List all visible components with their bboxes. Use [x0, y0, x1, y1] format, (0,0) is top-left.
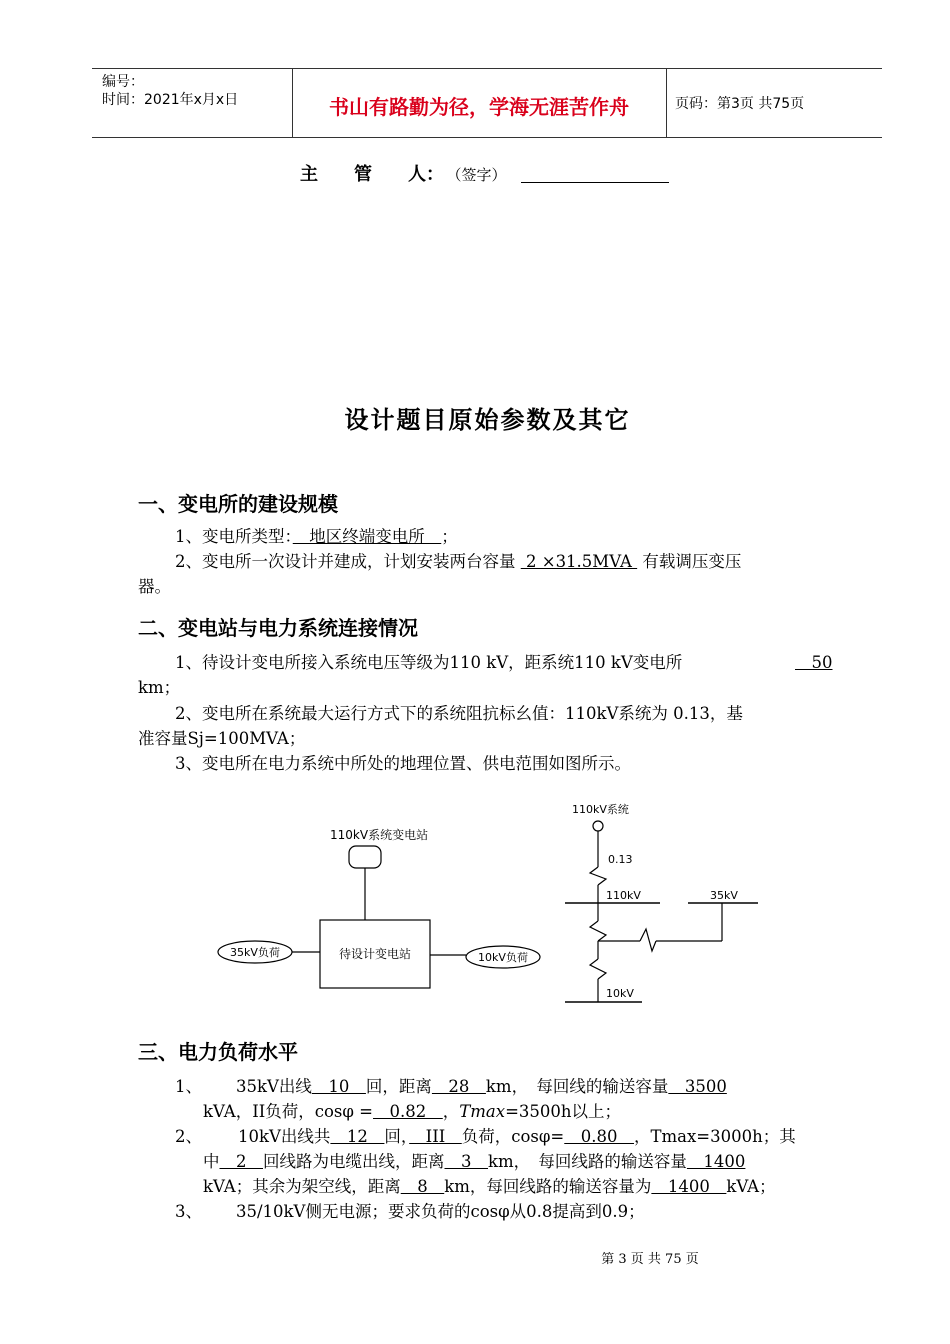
text: kVA；其余为架空线，距离: [203, 1177, 401, 1196]
text: 有载调压变压: [642, 552, 742, 571]
value: 28: [431, 1077, 486, 1096]
value: 12: [330, 1127, 385, 1146]
signature-hint: （签字）: [454, 166, 507, 184]
text: ；: [441, 527, 458, 546]
value: 2 ×31.5MVA: [520, 552, 638, 571]
bus-35kv-label: 35kV: [710, 889, 738, 902]
load-35kv-label: 35kV负荷: [230, 946, 280, 959]
single-line-diagram: [560, 795, 780, 1010]
supervisor-label: 主 管 人：: [300, 164, 444, 185]
section2-item2: 2、变电所在系统最大运行方式下的系统阻抗标幺值：110kV系统为 0.13，基: [175, 704, 743, 723]
section1-heading: 一、变电所的建设规模: [138, 492, 338, 516]
source-label: 110kV系统: [572, 803, 629, 816]
impedance-symbol: [590, 867, 606, 885]
supervisor-line: [300, 160, 669, 186]
section3-item2-line2: [203, 1150, 745, 1174]
text: ，Tmax=3000h；其: [634, 1127, 796, 1146]
text: 10kV出线共: [238, 1127, 331, 1146]
system-substation-label: 110kV系统变电站: [330, 828, 429, 842]
header-motto: 书山有路勤为径，学海无涯苦作舟: [329, 95, 629, 119]
system-substation-symbol: [349, 846, 381, 868]
value: 1400: [651, 1177, 727, 1196]
section3-item3: 35/10kV侧无电源；要求负荷的cosφ从0.8提高到0.9；: [236, 1202, 645, 1221]
header-page-code: 页码：第3页 共75页: [675, 96, 805, 112]
section2-heading: 二、变电站与电力系统连接情况: [138, 616, 418, 640]
time-label: 时间：2021年x月x日: [102, 92, 239, 108]
value: 3500: [668, 1077, 727, 1096]
text: 回，距离: [365, 1077, 432, 1096]
page-header: [92, 68, 882, 138]
value: 0.82: [373, 1102, 443, 1121]
section1-item1: [175, 525, 458, 549]
page-title: 设计题目原始参数及其它: [344, 406, 631, 434]
header-divider: [666, 69, 667, 137]
number-label: 编号：: [102, 74, 144, 90]
section2-item3: 3、变电所在电力系统中所处的地理位置、供电范围如图所示。: [175, 754, 631, 773]
section2-item2-cont: 准容量Sj=100MVA；: [138, 729, 306, 748]
text: kVA，II负荷，cosφ =: [203, 1102, 374, 1121]
winding-break: [640, 929, 656, 951]
load-10kv-label: 10kV负荷: [478, 951, 528, 964]
text: 2、变电所一次设计并建成，计划安装两台容量: [175, 552, 516, 571]
value: 1400: [686, 1152, 746, 1171]
item-number: 2、: [175, 1127, 202, 1146]
text: 1、待设计变电所接入系统电压等级为110 kV，距系统110 kV变电所: [175, 653, 683, 672]
section3-item2-line3: [203, 1175, 776, 1199]
section1-item2-cont: 器。: [138, 577, 171, 596]
text: 中: [203, 1152, 220, 1171]
transformer-winding: [590, 959, 606, 979]
text: km， 每回线的输送容量: [485, 1077, 669, 1096]
header-meta: [102, 73, 238, 109]
distance-value: 50: [795, 653, 833, 672]
section3-item1-line2: [203, 1100, 621, 1124]
value: 0.80: [564, 1127, 635, 1146]
section2-item1-cont: km；: [138, 678, 181, 697]
section3-item2-line1: [238, 1125, 796, 1149]
value: 8: [400, 1177, 445, 1196]
impedance-label: 0.13: [608, 853, 633, 866]
geographic-diagram: [200, 815, 560, 1015]
value: 地区终端变电所: [292, 527, 442, 546]
design-substation-label: 待设计变电站: [338, 947, 412, 961]
item-number: 3、: [175, 1202, 202, 1221]
text: Tmax: [459, 1102, 506, 1121]
text: 回，: [384, 1127, 410, 1146]
text: 回线路为电缆出线，距离: [263, 1152, 445, 1171]
value: 10: [311, 1077, 366, 1096]
value: 3: [444, 1152, 488, 1171]
text: 1、变电所类型：: [175, 527, 293, 546]
text: 负荷，cosφ=: [461, 1127, 565, 1146]
text: km，每回线路的输送容量为: [444, 1177, 652, 1196]
text: 35kV出线: [236, 1077, 312, 1096]
value: III: [409, 1127, 462, 1146]
bus-110kv-label: 110kV: [606, 889, 641, 902]
text: km， 每回线路的输送容量: [488, 1152, 687, 1171]
text: =3500h以上；: [505, 1102, 622, 1121]
section3-item1-line1: [236, 1075, 727, 1099]
signature-line: [521, 182, 669, 183]
text: kVA；: [726, 1177, 776, 1196]
section1-item2: [175, 550, 741, 574]
text: ，: [442, 1102, 460, 1121]
section3-heading: 三、电力负荷水平: [138, 1040, 298, 1064]
source-node: [593, 821, 603, 831]
item-number: 1、: [175, 1077, 202, 1096]
value: 2: [219, 1152, 263, 1171]
transformer-winding: [590, 921, 606, 941]
page-footer: 第 3 页 共 75 页: [601, 1252, 699, 1267]
section2-item1: [175, 651, 682, 675]
bus-10kv-label: 10kV: [606, 987, 634, 1000]
